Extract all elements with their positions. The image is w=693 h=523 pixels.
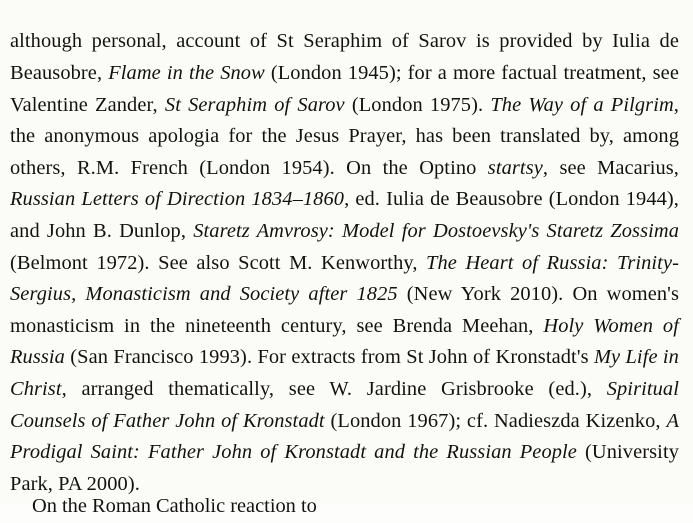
- title-staretz-amvrosy: Staretz Amvrosy: Model for Dostoevsky's Staretz Zossima: [193, 219, 679, 242]
- text-run-8: (New York 2010). On women's monasticism in the nineteenth century, see Brenda Meehan,: [10, 283, 679, 337]
- text-run-3: (London 1975).: [344, 93, 491, 116]
- cut-off-text: On the Roman Catholic reaction to: [32, 495, 317, 517]
- term-startsy: startsy: [487, 156, 543, 179]
- text-run-5: , see Macarius,: [542, 156, 680, 179]
- text-run-9: (San Francisco 1993). For extracts from St John of Kronstadt's: [64, 346, 594, 369]
- text-run-11: (London 1967); cf. Nadieszda Kizenko,: [324, 409, 667, 432]
- title-the-heart-of-russia: The Heart of Russia: Trinity-Sergius, Monasticism and Society after 1825: [10, 251, 679, 306]
- title-spiritual-counsels: Spiritual Counsels of Father John of Kronstadt: [10, 377, 679, 432]
- text-run-12: (University Park, PA 2000).: [10, 441, 680, 495]
- text-run-7: (Belmont 1972). See also Scott M. Kenworthy,: [10, 251, 427, 274]
- bibliography-paragraph: [10, 26, 679, 500]
- text-run-4: , the anonymous apologia for the Jesus Prayer, has been translated by, among others, R.M. French (London 1954). On the Optino: [10, 93, 679, 179]
- title-russian-letters-of-direction: Russian Letters of Direction 1834–1860: [10, 188, 345, 211]
- title-the-way-of-a-pilgrim: The Way of a Pilgrim: [490, 93, 674, 116]
- text-run-10: , arranged thematically, see W. Jardine Grisbrooke (ed.),: [61, 377, 607, 400]
- title-a-prodigal-saint: A Prodigal Saint: Father John of Kronstadt and the Russian People: [10, 409, 679, 464]
- title-flame-in-the-snow: Flame in the Snow: [108, 61, 265, 84]
- cut-off-next-line: [10, 491, 679, 517]
- text-run-1: although personal, account of St Seraphim of Sarov is provided by Iulia de Beausobre,: [10, 30, 679, 84]
- text-run-2: (London 1945); for a more factual treatment, see Valentine Zander,: [10, 61, 679, 116]
- title-my-life-in-christ: My Life in Christ: [10, 346, 679, 400]
- title-holy-women-of-russia: Holy Women of Russia: [10, 314, 679, 369]
- title-st-seraphim-of-sarov: St Seraphim of Sarov: [164, 93, 345, 116]
- text-run-6: , ed. Iulia de Beausobre (London 1944), and John B. Dunlop,: [10, 188, 680, 242]
